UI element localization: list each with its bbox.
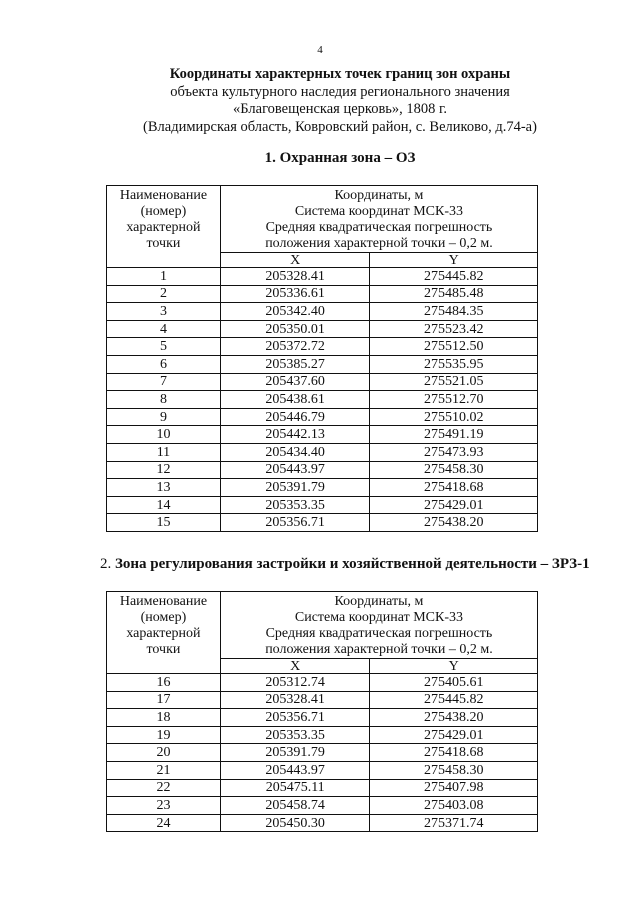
x-coordinate: 205328.41 (220, 691, 370, 709)
table-row (107, 691, 538, 709)
table-row (107, 373, 538, 391)
point-number: 12 (107, 461, 221, 479)
point-number: 10 (107, 426, 221, 444)
y-coordinate: 275418.68 (370, 479, 538, 497)
table-row (107, 479, 538, 497)
table-row (107, 814, 538, 832)
point-name-header: Наименование (номер) характерной точки (107, 186, 221, 268)
table-row (107, 514, 538, 532)
table-row (107, 355, 538, 373)
point-number: 21 (107, 761, 221, 779)
table-row (107, 779, 538, 797)
x-coordinate: 205353.35 (220, 496, 370, 514)
point-number: 9 (107, 408, 221, 426)
x-header: X (220, 253, 370, 268)
table-row (107, 320, 538, 338)
y-header: Y (370, 659, 538, 674)
x-coordinate: 205342.40 (220, 303, 370, 321)
y-coordinate: 275403.08 (370, 797, 538, 815)
table-row (107, 726, 538, 744)
point-number: 1 (107, 268, 221, 286)
x-coordinate: 205443.97 (220, 461, 370, 479)
point-number: 2 (107, 285, 221, 303)
y-coordinate: 275458.30 (370, 761, 538, 779)
point-number: 22 (107, 779, 221, 797)
x-coordinate: 205353.35 (220, 726, 370, 744)
point-number: 15 (107, 514, 221, 532)
title-line-3: «Благовещенская церковь», 1808 г. (233, 101, 447, 117)
point-number: 20 (107, 744, 221, 762)
x-coordinate: 205442.13 (220, 426, 370, 444)
table-row (107, 268, 538, 286)
table-row (107, 391, 538, 409)
y-coordinate: 275405.61 (370, 674, 538, 692)
point-number: 16 (107, 674, 221, 692)
y-coordinate: 275512.70 (370, 391, 538, 409)
x-coordinate: 205356.71 (220, 514, 370, 532)
point-number: 18 (107, 709, 221, 727)
point-name-header: Наименование (номер) характерной точки (107, 592, 221, 674)
table-row (107, 797, 538, 815)
point-number: 17 (107, 691, 221, 709)
coordinates-header: Координаты, м Система координат МСК-33 Средняя квадратическая погрешность положения характерной точки – 0,2 м. (220, 592, 537, 659)
y-coordinate: 275485.48 (370, 285, 538, 303)
y-coordinate: 275535.95 (370, 355, 538, 373)
y-coordinate: 275407.98 (370, 779, 538, 797)
coordinates-table-oz (106, 185, 538, 532)
x-coordinate: 205443.97 (220, 761, 370, 779)
x-coordinate: 205312.74 (220, 674, 370, 692)
coordinates-table-zrz1 (106, 591, 538, 832)
point-number: 24 (107, 814, 221, 832)
y-coordinate: 275484.35 (370, 303, 538, 321)
point-number: 23 (107, 797, 221, 815)
x-coordinate: 205336.61 (220, 285, 370, 303)
x-coordinate: 205446.79 (220, 408, 370, 426)
table-row (107, 674, 538, 692)
x-coordinate: 205356.71 (220, 709, 370, 727)
point-number: 3 (107, 303, 221, 321)
point-number: 7 (107, 373, 221, 391)
y-coordinate: 275438.20 (370, 709, 538, 727)
title-line-2: объекта культурного наследия регионального значения (170, 83, 510, 100)
y-coordinate: 275521.05 (370, 373, 538, 391)
x-coordinate: 205391.79 (220, 744, 370, 762)
x-coordinate: 205437.60 (220, 373, 370, 391)
title-line-1: Координаты характерных точек границ зон охраны (169, 66, 511, 82)
y-coordinate: 275429.01 (370, 726, 538, 744)
y-coordinate: 275473.93 (370, 443, 538, 461)
point-number: 14 (107, 496, 221, 514)
point-number: 8 (107, 391, 221, 409)
point-number: 11 (107, 443, 221, 461)
section-2-heading: 2. Зона регулирования застройки и хозяйственной деятельности – ЗРЗ-1 (100, 556, 590, 572)
table-row (107, 443, 538, 461)
y-coordinate: 275458.30 (370, 461, 538, 479)
y-coordinate: 275510.02 (370, 408, 538, 426)
x-coordinate: 205385.27 (220, 355, 370, 373)
y-coordinate: 275418.68 (370, 744, 538, 762)
table-row (107, 761, 538, 779)
table-row (107, 709, 538, 727)
y-coordinate: 275429.01 (370, 496, 538, 514)
point-number: 5 (107, 338, 221, 356)
page-number: 4 (317, 44, 323, 56)
x-coordinate: 205434.40 (220, 443, 370, 461)
y-coordinate: 275438.20 (370, 514, 538, 532)
table-row (107, 338, 538, 356)
x-coordinate: 205458.74 (220, 797, 370, 815)
y-coordinate: 275371.74 (370, 814, 538, 832)
point-number: 6 (107, 355, 221, 373)
table-row (107, 408, 538, 426)
x-coordinate: 205350.01 (220, 320, 370, 338)
table-row (107, 303, 538, 321)
y-coordinate: 275512.50 (370, 338, 538, 356)
section-1-heading: 1. Охранная зона – ОЗ (264, 150, 416, 166)
title-line-4: (Владимирская область, Ковровский район, с. Великово, д.74-а) (143, 118, 537, 135)
point-number: 19 (107, 726, 221, 744)
table-row (107, 461, 538, 479)
point-number: 4 (107, 320, 221, 338)
x-header: X (220, 659, 370, 674)
y-coordinate: 275523.42 (370, 320, 538, 338)
x-coordinate: 205328.41 (220, 268, 370, 286)
x-coordinate: 205450.30 (220, 814, 370, 832)
table-row (107, 496, 538, 514)
x-coordinate: 205475.11 (220, 779, 370, 797)
point-number: 13 (107, 479, 221, 497)
table-row (107, 744, 538, 762)
y-coordinate: 275491.19 (370, 426, 538, 444)
table-row (107, 285, 538, 303)
x-coordinate: 205372.72 (220, 338, 370, 356)
y-coordinate: 275445.82 (370, 268, 538, 286)
document-title (0, 66, 640, 136)
y-header: Y (370, 253, 538, 268)
x-coordinate: 205391.79 (220, 479, 370, 497)
y-coordinate: 275445.82 (370, 691, 538, 709)
x-coordinate: 205438.61 (220, 391, 370, 409)
coordinates-header: Координаты, м Система координат МСК-33 Средняя квадратическая погрешность положения характерной точки – 0,2 м. (220, 186, 537, 253)
table-row (107, 426, 538, 444)
